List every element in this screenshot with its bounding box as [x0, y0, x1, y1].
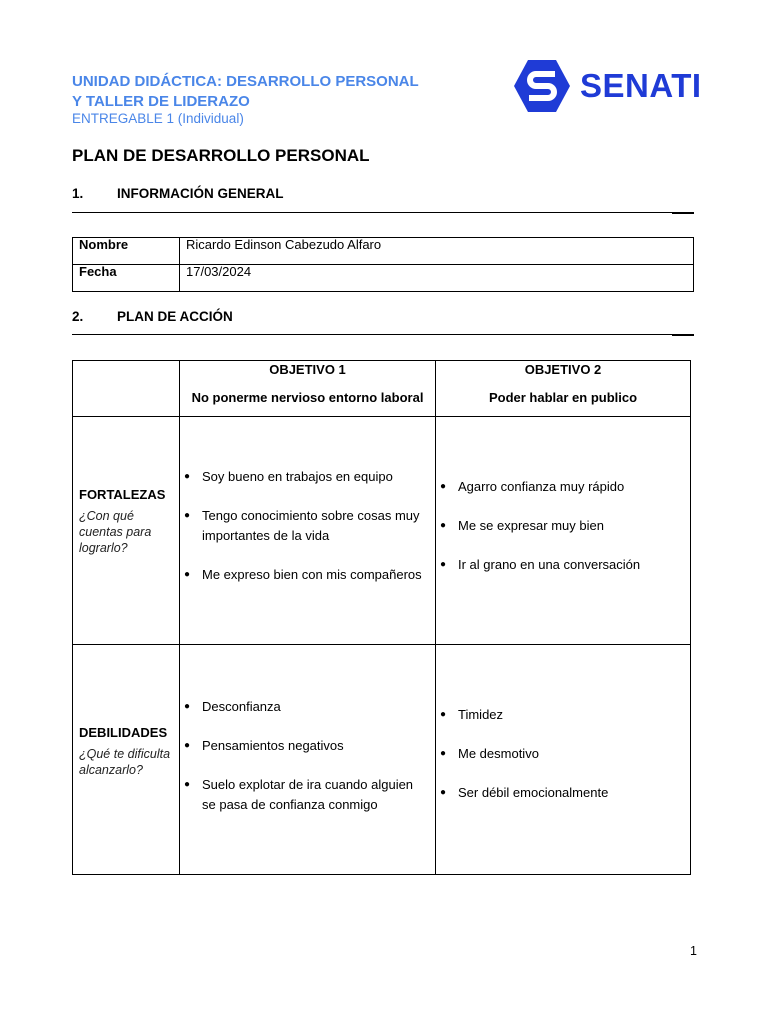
bullet-icon: ● — [184, 701, 191, 712]
section-1-number: 1. — [72, 186, 84, 201]
nombre-label: Nombre — [73, 238, 180, 265]
list-item-text: Me desmotivo — [458, 746, 539, 761]
bullet-icon: ● — [440, 559, 447, 570]
debilidades-obj2-cell — [436, 645, 691, 875]
table-row — [73, 265, 694, 292]
list-item-text: Tengo conocimiento sobre cosas muy importantes de la vida — [202, 508, 420, 543]
section-2-number: 2. — [72, 309, 84, 324]
senati-logo — [514, 58, 704, 114]
bullet-icon: ● — [184, 471, 191, 482]
unit-title — [72, 72, 419, 112]
bullet-icon: ● — [184, 510, 191, 521]
section-2-divider — [72, 334, 694, 335]
debilidades-question: ¿Qué te dificulta alcanzarlo? — [79, 747, 171, 777]
page-number: 1 — [690, 944, 697, 958]
bullet-icon: ● — [440, 481, 447, 492]
fortalezas-obj1-list — [180, 467, 429, 585]
list-item — [180, 697, 429, 717]
list-item — [180, 467, 429, 487]
objetivo-2-title: OBJETIVO 2 — [524, 362, 602, 377]
action-plan-table — [72, 360, 691, 875]
section-1-heading — [72, 186, 284, 201]
objetivo-1-description: No ponerme nervioso entorno laboral — [191, 390, 424, 405]
table-row — [73, 417, 691, 645]
list-item — [436, 555, 684, 575]
list-item-text: Me se expresar muy bien — [458, 518, 604, 533]
table-row — [73, 361, 691, 417]
fortalezas-cell — [73, 417, 180, 645]
empty-header-cell — [73, 361, 180, 417]
debilidades-obj1-list — [180, 697, 429, 815]
list-item-text: Agarro confianza muy rápido — [458, 479, 625, 494]
debilidades-label: DEBILIDADES — [79, 725, 168, 740]
list-item-text: Ir al grano en una conversación — [458, 557, 641, 572]
bullet-icon: ● — [184, 779, 191, 790]
unit-title-line1: UNIDAD DIDÁCTICA: DESARROLLO PERSONAL — [72, 73, 419, 90]
bullet-icon: ● — [440, 787, 447, 798]
page-title: PLAN DE DESARROLLO PERSONAL — [72, 146, 370, 165]
list-item — [180, 506, 429, 546]
list-item — [436, 744, 684, 764]
objetivo-2-description: Poder hablar en publico — [488, 390, 638, 405]
fortalezas-question: ¿Con qué cuentas para lograrlo? — [79, 509, 152, 555]
list-item — [180, 775, 429, 815]
objetivo-1-header — [180, 361, 436, 417]
list-item — [436, 783, 684, 803]
general-info-table — [72, 237, 694, 292]
table-row — [73, 645, 691, 875]
debilidades-obj1-cell — [180, 645, 436, 875]
fortalezas-label: FORTALEZAS — [79, 487, 166, 502]
section-2-title: PLAN DE ACCIÓN — [117, 309, 233, 324]
senati-logo-text: SENATI — [580, 67, 702, 104]
deliverable-subtitle: ENTREGABLE 1 (Individual) — [72, 111, 244, 126]
table-row — [73, 238, 694, 265]
list-item-text: Soy bueno en trabajos en equipo — [202, 469, 393, 484]
objetivo-1-title: OBJETIVO 1 — [269, 362, 346, 377]
fortalezas-obj2-list — [436, 477, 684, 575]
fecha-label: Fecha — [73, 265, 180, 292]
debilidades-cell — [73, 645, 180, 875]
list-item — [436, 516, 684, 536]
nombre-value: Ricardo Edinson Cabezudo Alfaro — [180, 238, 694, 265]
fortalezas-obj1-cell — [180, 417, 436, 645]
objetivo-2-header — [436, 361, 691, 417]
list-item-text: Ser débil emocionalmente — [458, 785, 609, 800]
list-item-text: Pensamientos negativos — [202, 738, 344, 753]
bullet-icon: ● — [440, 709, 447, 720]
bullet-icon: ● — [184, 740, 191, 751]
section-1-divider — [72, 212, 694, 213]
section-2-heading — [72, 309, 233, 324]
bullet-icon: ● — [440, 748, 447, 759]
list-item-text: Me expreso bien con mis compañeros — [202, 567, 422, 582]
unit-title-line2: Y TALLER DE LIDERAZO — [72, 93, 250, 110]
list-item — [436, 705, 684, 725]
list-item — [180, 565, 429, 585]
section-1-title: INFORMACIÓN GENERAL — [117, 186, 284, 201]
debilidades-obj2-list — [436, 705, 684, 803]
senati-logo-icon — [514, 58, 570, 114]
list-item-text: Desconfianza — [202, 699, 281, 714]
list-item-text: Suelo explotar de ira cuando alguien se pasa de confianza conmigo — [202, 777, 414, 812]
bullet-icon: ● — [440, 520, 447, 531]
list-item — [436, 477, 684, 497]
list-item — [180, 736, 429, 756]
bullet-icon: ● — [184, 569, 191, 580]
list-item-text: Timidez — [458, 707, 504, 722]
fortalezas-obj2-cell — [436, 417, 691, 645]
fecha-value: 17/03/2024 — [180, 265, 694, 292]
